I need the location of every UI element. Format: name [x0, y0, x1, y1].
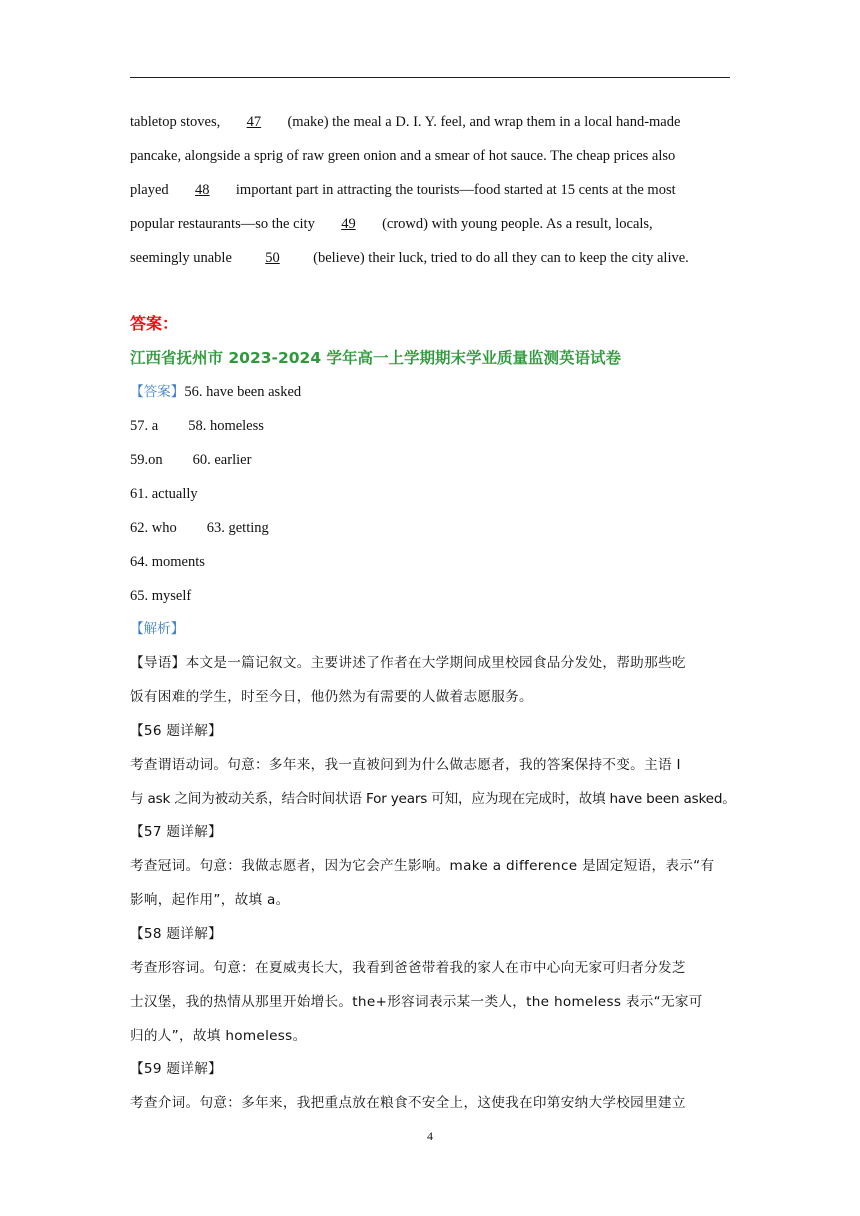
answer-61: 61. actually [130, 486, 198, 502]
answer-64: 64. moments [130, 554, 205, 570]
guide-line-1: 【导语】本文是一篇记叙文。主要讲述了作者在大学期间成里校园食品分发处，帮助那些吃 [130, 655, 686, 671]
answer-62: 62. who [130, 520, 177, 536]
detail-57-line-2: 影响，起作用”，故填 a。 [130, 892, 290, 908]
passage-line-2: pancake, alongside a sprig of raw green onion and a smear of hot sauce. The cheap prices also [130, 148, 676, 164]
answer-57: 57. a [130, 418, 159, 434]
text: (crowd) with young people. As a result, locals, [382, 216, 653, 232]
blank-47: 47 [246, 114, 262, 130]
detail-59-line-1: 考查介词。句意：多年来，我把重点放在粮食不安全上，这使我在印第安纳大学校园里建立 [130, 1095, 686, 1111]
blank-49: 49 [341, 216, 356, 232]
guide-line-2: 饭有困难的学生，时至今日，他仍然为有需要的人做着志愿服务。 [130, 689, 533, 705]
header-rule [130, 77, 730, 78]
heading-56: 【56 题详解】 [130, 723, 222, 739]
text: tabletop stoves, [130, 114, 221, 130]
answer-line-56 [130, 382, 740, 402]
answer-56: 56. have been asked [184, 384, 302, 400]
detail-58-line-2: 士汉堡，我的热情从那里开始增长。the+形容词表示某一类人，the homeless 表示“无家可 [130, 994, 703, 1010]
detail-56-line-1: 考查谓语动词。句意：多年来，我一直被问到为什么做志愿者，我的答案保持不变。主语 I [130, 757, 681, 773]
page-number: 4 [427, 1129, 433, 1143]
heading-57: 【57 题详解】 [130, 824, 222, 840]
text: (believe) their luck, tried to do all they can to keep the city alive. [313, 250, 689, 266]
answer-line-57-58 [130, 416, 740, 436]
answer-59: 59.on [130, 452, 163, 468]
answer-65: 65. myself [130, 588, 192, 604]
answer-60: 60. earlier [192, 452, 252, 468]
passage-line-3 [130, 180, 740, 200]
blank-50: 50 [265, 250, 280, 266]
detail-58-line-3: 归的人”，故填 homeless。 [130, 1028, 307, 1044]
text: popular restaurants—so the city [130, 216, 315, 232]
text: seemingly unable [130, 250, 232, 266]
answer-63: 63. getting [206, 520, 269, 536]
passage-line-1 [130, 112, 740, 132]
heading-59: 【59 题详解】 [130, 1061, 222, 1077]
passage-line-5 [130, 248, 740, 268]
passage-line-4 [130, 214, 740, 234]
answer-heading: 答案： [130, 314, 179, 333]
detail-58-line-1: 考查形容词。句意：在夏威夷长大，我看到爸爸带着我的家人在市中心向无家可归者分发芝 [130, 960, 686, 976]
answer-line-59-60 [130, 450, 740, 470]
exam-title: 江西省抚州市 2023-2024 学年高一上学期期末学业质量监测英语试卷 [130, 349, 622, 367]
answer-tag: 【答案】 [130, 384, 185, 400]
heading-58: 【58 题详解】 [130, 926, 222, 942]
answer-line-62-63 [130, 518, 740, 538]
detail-56-line-2: 与 ask 之间为被动关系，结合时间状语 For years 可知，应为现在完成时，故填 have been asked。 [130, 791, 736, 807]
answer-58: 58. homeless [188, 418, 264, 434]
detail-57-line-1: 考查冠词。句意：我做志愿者，因为它会产生影响。make a difference 是固定短语，表示“有 [130, 858, 715, 874]
blank-48: 48 [195, 182, 210, 198]
analysis-tag: 【解析】 [130, 621, 185, 637]
text: (make) the meal a D. I. Y. feel, and wrap them in a local hand-made [287, 114, 681, 130]
text: important part in attracting the tourists—food started at 15 cents at the most [235, 182, 676, 198]
text: played [130, 182, 169, 198]
